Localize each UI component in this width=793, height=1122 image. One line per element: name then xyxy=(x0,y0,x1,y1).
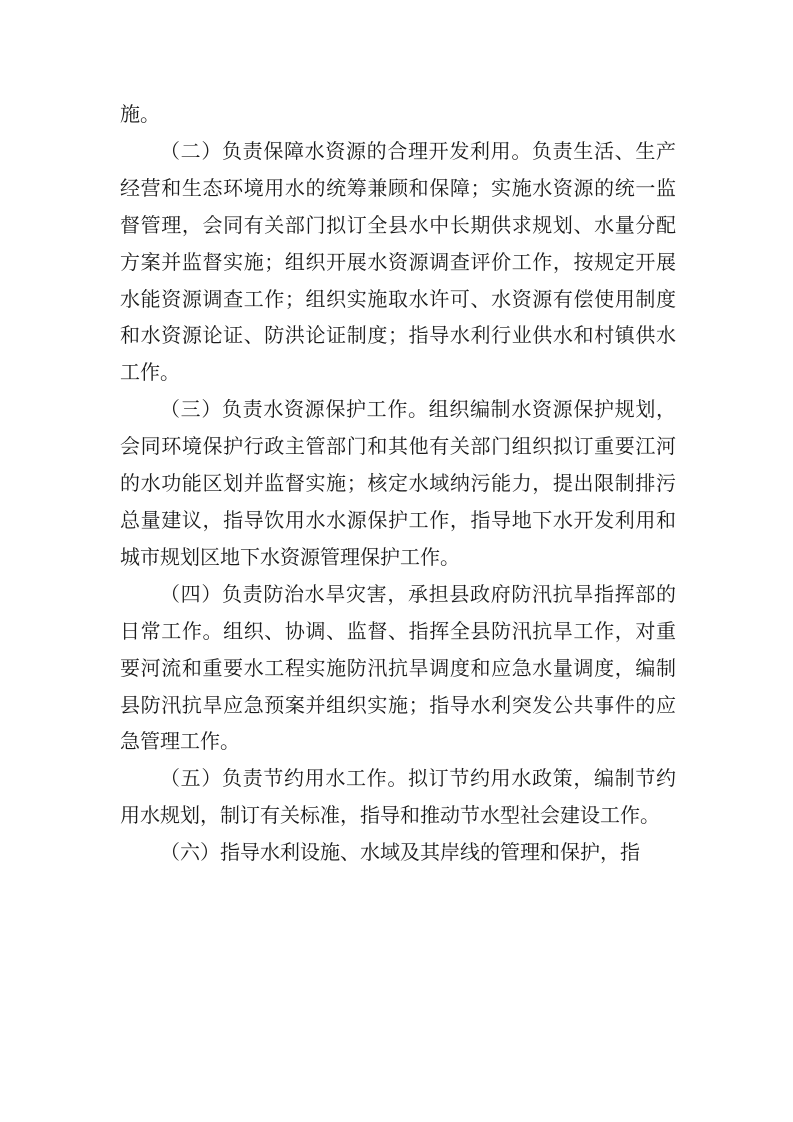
paragraph-item-4: （四）负责防治水旱灾害，承担县政府防汛抗旱指挥部的日常工作。组织、协调、监督、指挥全县防汛抗旱工作，对重要河流和重要水工程实施防汛抗旱调度和应急水量调度，编制县防汛抗旱应急预案并组织实施；指导水利突发公共事件的应急管理工作。 xyxy=(120,581,676,754)
document-body xyxy=(120,96,676,871)
paragraph-item-2: （二）负责保障水资源的合理开发利用。负责生活、生产经营和生态环境用水的统筹兼顾和保障；实施水资源的统一监督管理，会同有关部门拟订全县水中长期供求规划、水量分配方案并监督实施；组织开展水资源调查评价工作，按规定开展水能资源调查工作；组织实施取水许可、水资源有偿使用制度和水资源论证、防洪论证制度；指导水利行业供水和村镇供水工作。 xyxy=(120,138,676,385)
paragraph-continuation: 施。 xyxy=(120,102,160,126)
paragraph-item-6: （六）指导水利设施、水域及其岸线的管理和保护，指 xyxy=(160,840,640,865)
paragraph-item-3: （三）负责水资源保护工作。组织编制水资源保护规划，会同环境保护行政主管部门和其他有关部门组织拟订重要江河的水功能区划并监督实施；核定水域纳污能力，提出限制排污总量建议，指导饮用水水源保护工作，指导地下水开发利用和城市规划区地下水资源管理保护工作。 xyxy=(120,397,676,569)
paragraph-item-5: （五）负责节约用水工作。拟订节约用水政策，编制节约用水规划，制订有关标准，指导和推动节水型社会建设工作。 xyxy=(120,766,676,828)
